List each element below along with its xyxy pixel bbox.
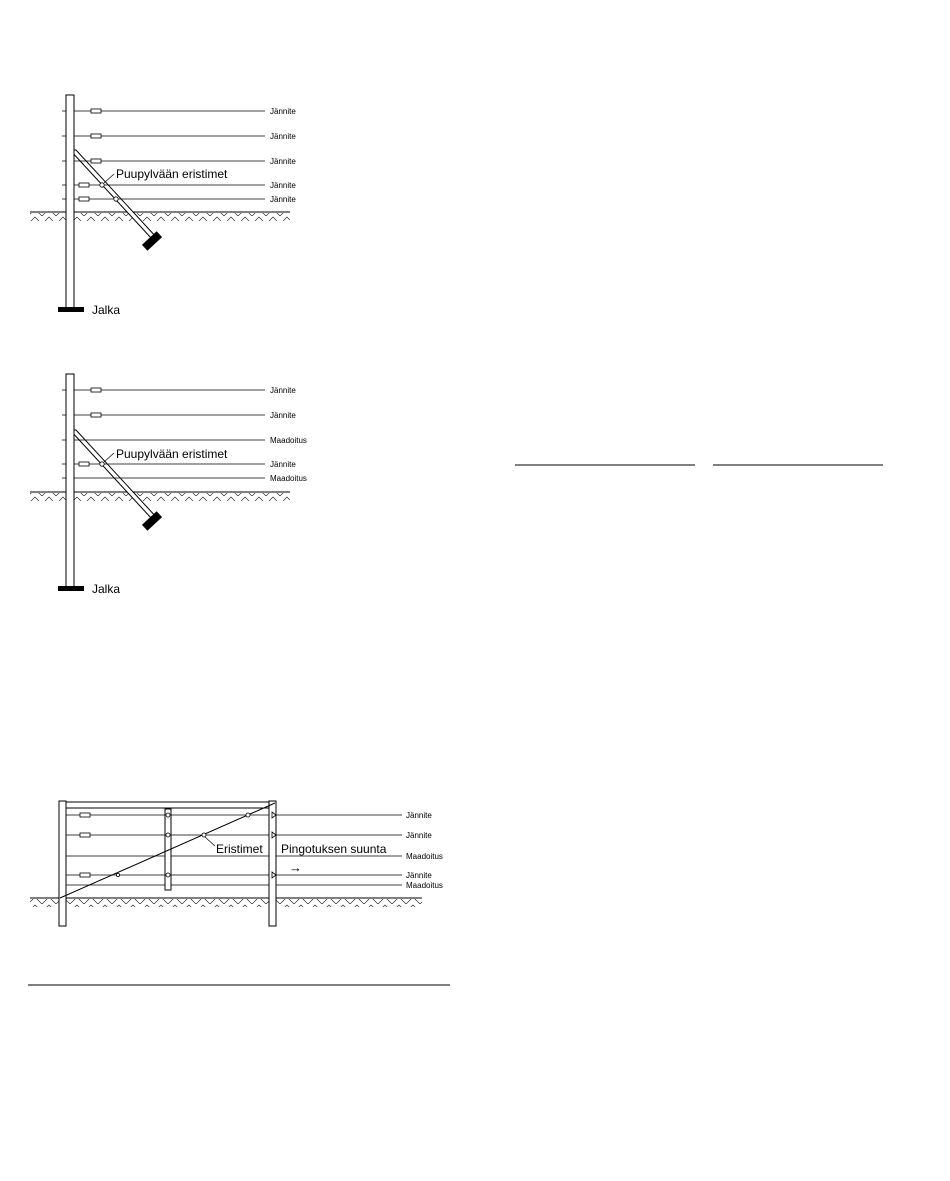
insulator-icon — [79, 462, 89, 466]
wire-label: Jännite — [270, 411, 296, 420]
top-rail — [60, 802, 276, 808]
post-foot — [58, 586, 84, 591]
post-foot — [58, 307, 84, 312]
foot-label: Jalka — [92, 582, 121, 596]
foot-label: Jalka — [92, 303, 121, 317]
dropper-insulator-icon — [166, 813, 170, 817]
fence-post — [66, 374, 74, 587]
brace-pole — [70, 150, 158, 239]
ground-hatch — [30, 899, 422, 907]
wire-label: Jännite — [406, 811, 432, 820]
callout-label: Puupylvään eristimet — [116, 447, 228, 461]
diagram-2-end-post-mixed — [30, 374, 307, 596]
brace-insulator-icon — [114, 197, 118, 201]
insulator-icon — [79, 197, 89, 201]
stay-insulator-icon — [116, 873, 119, 876]
diagram-3-strainer-assembly — [30, 801, 443, 926]
left-post — [59, 801, 66, 926]
right-post — [269, 801, 276, 926]
brace-insulator-icon — [100, 183, 104, 187]
callout-label: Eristimet — [216, 842, 263, 856]
dropper-insulator-icon — [166, 873, 170, 877]
wire-label: Jännite — [270, 460, 296, 469]
wire-label: Jännite — [406, 871, 432, 880]
stay-insulator-icon — [246, 813, 250, 817]
insulator-icon — [91, 413, 101, 417]
insulator-icon — [80, 873, 90, 877]
insulator-icon — [91, 159, 101, 163]
wire-label: Maadoitus — [406, 881, 443, 890]
insulator-icon — [91, 388, 101, 392]
direction-label: Pingotuksen suunta — [281, 842, 387, 856]
wire-label: Jännite — [270, 386, 296, 395]
wire-label: Maadoitus — [270, 474, 307, 483]
direction-arrow-icon: → — [289, 860, 302, 875]
insulator-icon — [80, 813, 90, 817]
wire-label: Jännite — [270, 181, 296, 190]
stay-insulator-icon — [202, 833, 206, 837]
brace-pole — [70, 430, 158, 519]
callout-leader — [104, 453, 114, 462]
wire-label: Maadoitus — [406, 852, 443, 861]
wire-label: Maadoitus — [270, 436, 307, 445]
insulator-icon — [79, 183, 89, 187]
callout-leader — [205, 837, 215, 846]
wire-label: Jännite — [270, 107, 296, 116]
dropper-insulator-icon — [166, 833, 170, 837]
insulator-icon — [80, 833, 90, 837]
fence-post — [66, 95, 74, 308]
brace-insulator-icon — [100, 462, 104, 466]
insulator-icon — [91, 134, 101, 138]
wire-label: Jännite — [270, 132, 296, 141]
wire-label: Jännite — [406, 831, 432, 840]
insulator-icon — [91, 109, 101, 113]
wire-label: Jännite — [270, 157, 296, 166]
callout-leader — [104, 174, 114, 183]
diagram-1-end-post-all-live — [30, 95, 296, 317]
wire-label: Jännite — [270, 195, 296, 204]
callout-label: Puupylvään eristimet — [116, 167, 228, 181]
